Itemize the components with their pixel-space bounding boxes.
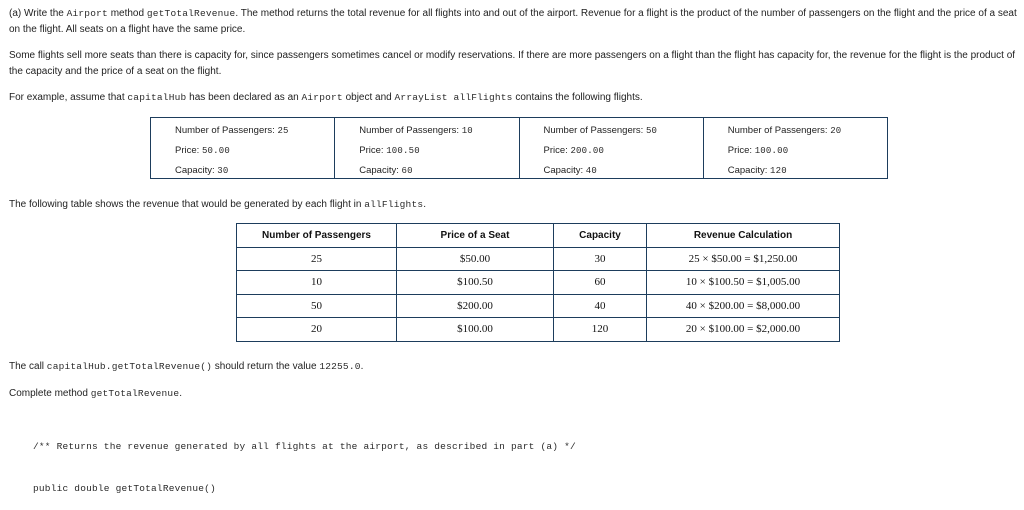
part-a-instructions: (a) Write the Airport method getTotalRevenue. The method returns the total revenue for all flights into and out of the airport. Revenue for a flight is the product of the number of passengers on the flight and the price of a seat on the flight. All seats on a flight have the same price. <box>9 8 1017 35</box>
flight-card: Number of Passengers: 25 Price: 50.00 Capacity: 30 <box>151 118 335 178</box>
example-intro: For example, assume that capitalHub has been declared as an Airport object and ArrayList allFlights contains the following flights. <box>9 92 643 103</box>
complete-instruction: Complete method getTotalRevenue. <box>9 388 183 399</box>
table-row: 10 $100.50 60 10 × $100.50 = $1,005.00 <box>237 271 840 295</box>
capacity-explanation: Some flights sell more seats than there is capacity for, since passengers sometimes cancel or modify reservations. If there are more passengers on a flight than the flight has capacity for, the revenue for the flight is the product of the capacity and the price of a seat on the flight. <box>9 50 1016 77</box>
revenue-table <box>236 223 840 342</box>
table-header-row <box>237 224 840 248</box>
flight-card: Number of Passengers: 10 Price: 100.50 Capacity: 60 <box>335 118 519 178</box>
header-passengers: Number of Passengers <box>237 224 397 248</box>
header-revenue: Revenue Calculation <box>647 224 840 248</box>
method-signature-code <box>33 412 576 510</box>
header-price: Price of a Seat <box>397 224 554 248</box>
table-row: 25 $50.00 30 25 × $50.00 = $1,250.00 <box>237 247 840 271</box>
inline-code-method: getTotalRevenue <box>146 8 236 19</box>
header-capacity: Capacity <box>554 224 647 248</box>
table-row: 50 $200.00 40 40 × $200.00 = $8,000.00 <box>237 294 840 318</box>
expected-result: The call capitalHub.getTotalRevenue() should return the value 12255.0. <box>9 361 364 372</box>
flight-card: Number of Passengers: 50 Price: 200.00 Capacity: 40 <box>520 118 704 178</box>
table-row: 20 $100.00 120 20 × $100.00 = $2,000.00 <box>237 318 840 342</box>
flight-card: Number of Passengers: 20 Price: 100.00 Capacity: 120 <box>727 125 842 176</box>
code-comment: /** Returns the revenue generated by all flights at the airport, as described in part (a) */ <box>33 441 576 452</box>
inline-code-airport: Airport <box>66 8 108 19</box>
flights-box <box>150 117 888 179</box>
table-intro: The following table shows the revenue that would be generated by each flight in allFlights. <box>9 199 427 210</box>
code-signature: public double getTotalRevenue() <box>33 483 216 494</box>
